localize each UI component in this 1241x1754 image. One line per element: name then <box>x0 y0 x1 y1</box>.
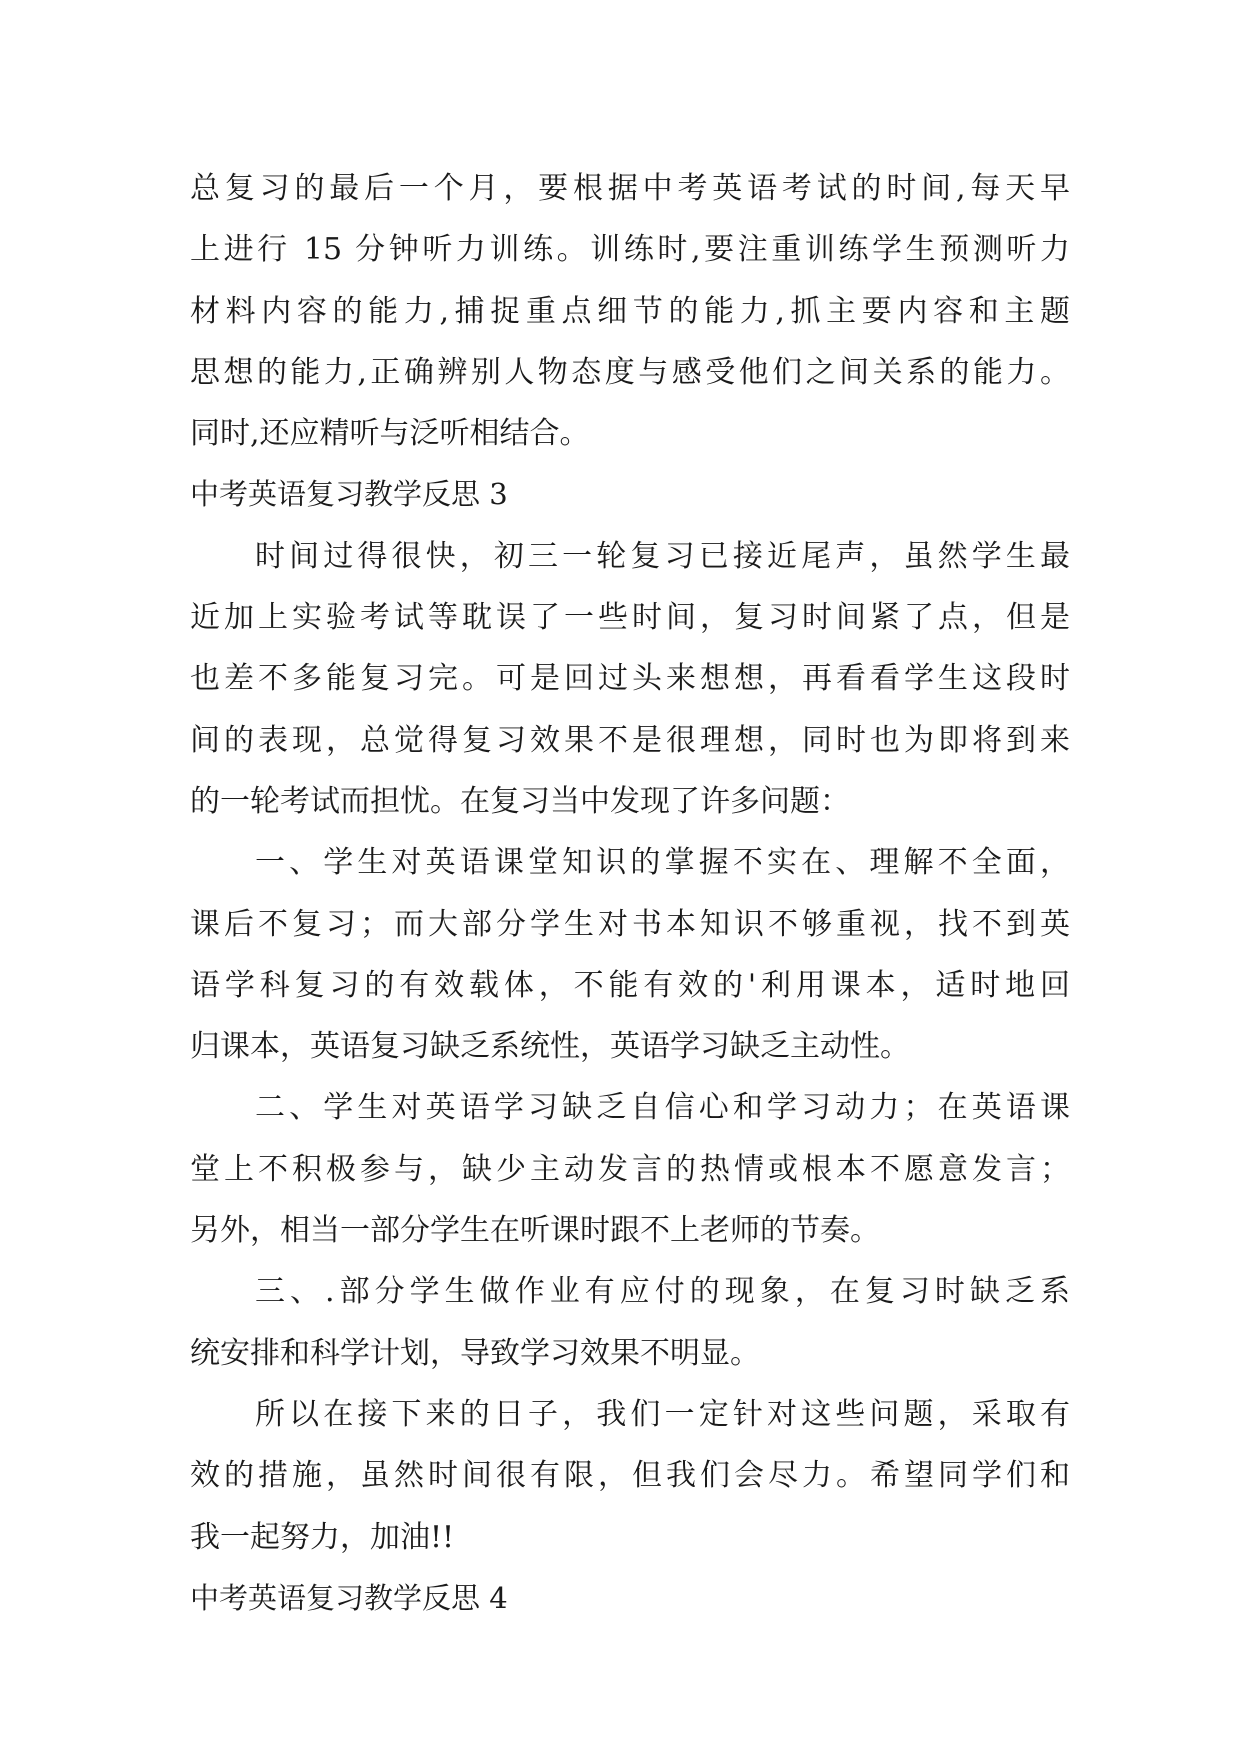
text-line: 二、学生对英语学习缺乏自信心和学习动力；在英语课 <box>255 1090 1070 1126</box>
section-heading: 中考英语复习教学反思 3 <box>190 477 508 512</box>
section-heading: 中考英语复习教学反思 4 <box>190 1580 508 1615</box>
text-line: 时间过得很快，初三一轮复习已接近尾声，虽然学生最 <box>255 538 1070 574</box>
text-line: 课后不复习；而大部分学生对书本知识不够重视，找不到英 <box>190 906 1070 942</box>
text-line: 的一轮考试而担忧。在复习当中发现了许多问题： <box>190 783 850 819</box>
text-line: 一、学生对英语课堂知识的掌握不实在、理解不全面， <box>255 845 1070 881</box>
text-line: 效的措施，虽然时间很有限，但我们会尽力。希望同学们和 <box>190 1458 1070 1494</box>
text-line: 三、.部分学生做作业有应付的现象，在复习时缺乏系 <box>255 1274 1070 1310</box>
text-line: 所以在接下来的日子，我们一定针对这些问题，采取有 <box>255 1396 1070 1432</box>
text-line: 语学科复习的有效载体，不能有效的'利用课本，适时地回 <box>190 967 1070 1003</box>
text-line: 同时,还应精听与泛听相结合。 <box>190 416 590 452</box>
text-line: 上进行 15 分钟听力训练。训练时,要注重训练学生预测听力 <box>190 232 1070 268</box>
text-line: 我一起努力，加油!! <box>190 1519 455 1555</box>
text-line: 间的表现，总觉得复习效果不是很理想，同时也为即将到来 <box>190 722 1070 758</box>
text-line: 思想的能力,正确辨别人物态度与感受他们之间关系的能力。 <box>190 354 1070 390</box>
text-line: 堂上不积极参与，缺少主动发言的热情或根本不愿意发言； <box>190 1151 1070 1187</box>
text-line: 另外，相当一部分学生在听课时跟不上老师的节奏。 <box>190 1213 880 1249</box>
text-line: 总复习的最后一个月，要根据中考英语考试的时间,每天早 <box>190 171 1070 206</box>
text-line: 归课本，英语复习缺乏系统性，英语学习缺乏主动性。 <box>190 1029 910 1065</box>
text-line: 统安排和科学计划，导致学习效果不明显。 <box>190 1335 760 1371</box>
text-line: 近加上实验考试等耽误了一些时间，复习时间紧了点，但是 <box>190 600 1070 636</box>
document-body <box>190 158 1070 1629</box>
text-line: 材料内容的能力,捕捉重点细节的能力,抓主要内容和主题 <box>190 293 1070 329</box>
text-line: 也差不多能复习完。可是回过头来想想，再看看学生这段时 <box>190 661 1070 697</box>
